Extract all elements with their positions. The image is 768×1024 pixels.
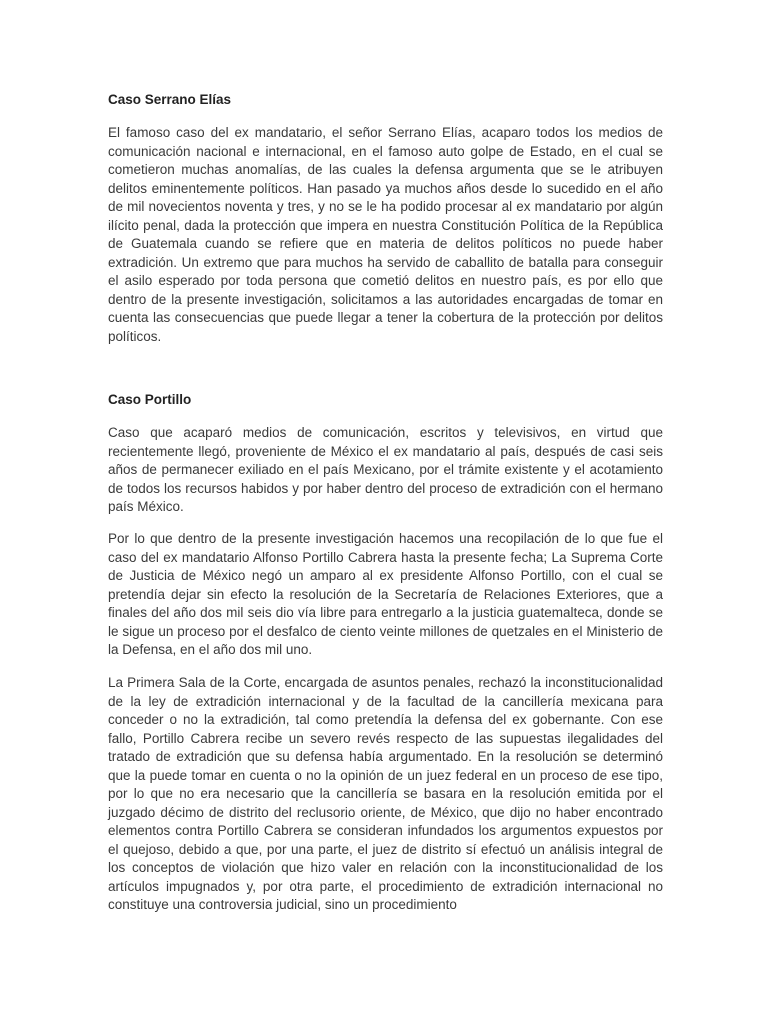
paragraph-portillo-1: Caso que acaparó medios de comunicación, escritos y televisivos, en virtud que recientemente llegó, proveniente de México el ex mandatario al país, después de casi seis años de permanecer exiliado en el país Mexicano, por el trámite existente y el acotamiento de todos los recursos habidos y por haber dentro del proceso de extradición con el hermano país México. bbox=[108, 425, 663, 514]
section-heading-serrano: Caso Serrano Elías bbox=[108, 92, 232, 107]
paragraph-portillo-3: La Primera Sala de la Corte, encargada de asuntos penales, rechazó la inconstitucionalidad de la ley de extradición internacional y de la facultad de la cancillería mexicana para conceder o no la extradición, tal como pretendía la defensa del ex gobernante. Con ese fallo, Portillo Cabrera recibe un severo revés respecto de las supuestas ilegalidades del tratado de extradición que su defensa había argumentado. En la resolución se determinó que la puede tomar en cuenta o no la opinión de un juez federal en un proceso de ese tipo, por lo que no era necesario que la cancillería se basara en la resolución emitida por el juzgado décimo de distrito del reclusorio oriente, de México, que dijo no haber encontrado elementos contra Portillo Cabrera se consideran infundados los argumentos expuestos por el quejoso, debido a que, por una parte, el juez de distrito sí efectuó un análisis integral de los conceptos de violación que hizo valer en relación con la inconstitucionalidad de los artículos impugnados y, por otra parte, el procedimiento de extradición internacional no constituye una controversia judicial, sino un procedimiento bbox=[108, 675, 663, 912]
section-heading-portillo: Caso Portillo bbox=[108, 392, 192, 407]
paragraph-serrano-1: El famoso caso del ex mandatario, el señor Serrano Elías, acaparo todos los medios de comunicación nacional e internacional, en el famoso auto golpe de Estado, en el cual se cometieron muchas anomalías, de las cuales la defensa argumenta que se le atribuyen delitos eminentemente políticos. Han pasado ya muchos años desde lo sucedido en el año de mil novecientos noventa y tres, y no se le ha podido procesar al ex mandatario por algún ilícito penal, dada la protección que impera en nuestra Constitución Política de la República de Guatemala cuando se refiere que en materia de delitos políticos no puede haber extradición. Un extremo que para muchos ha servido de caballito de batalla para conseguir el asilo esperado por toda persona que cometió delitos en nuestro país, es por ello que dentro de la presente investigación, solicitamos a las autoridades encargadas de tomar en cuenta las consecuencias que puede llegar a tener la cobertura de la protección por delitos políticos. bbox=[108, 125, 663, 344]
paragraph-portillo-2: Por lo que dentro de la presente investigación hacemos una recopilación de lo que fue el caso del ex mandatario Alfonso Portillo Cabrera hasta la presente fecha; La Suprema Corte de Justicia de México negó un amparo al ex presidente Alfonso Portillo, con el cual se pretendía dejar sin efecto la resolución de la Secretaría de Relaciones Exteriores, que a finales del año dos mil seis dio vía libre para entregarlo a la justicia guatemalteca, donde se le sigue un proceso por el desfalco de ciento veinte millones de quetzales en el Ministerio de la Defensa, en el año dos mil uno. bbox=[108, 531, 663, 657]
